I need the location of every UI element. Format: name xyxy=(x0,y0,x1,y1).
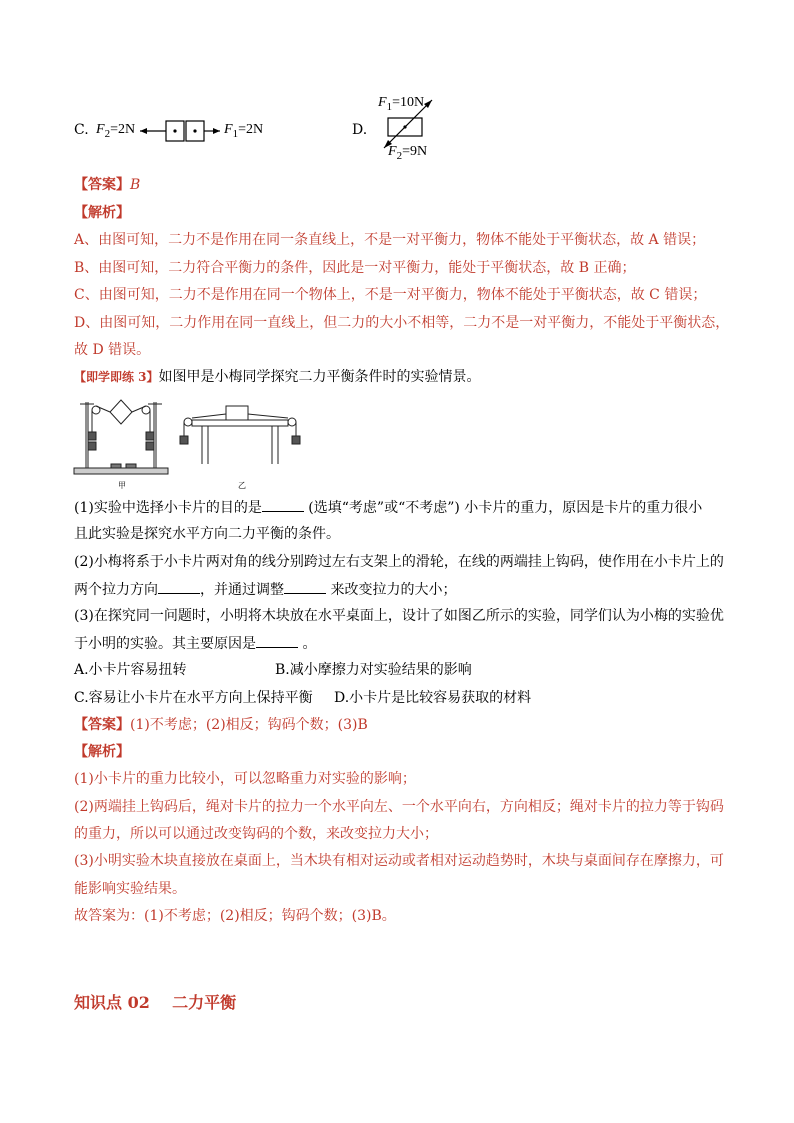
option-c-f2-label: $F_2=2N$ xyxy=(96,122,136,140)
choice-a: A.小卡片容易扭转 xyxy=(74,662,187,678)
blank-2[interactable] xyxy=(158,579,200,594)
blank-3[interactable] xyxy=(284,579,326,594)
analysis-1-line: 故 D 错误。 xyxy=(74,342,151,358)
choice-c: C.容易让小卡片在水平方向上保持平衡 xyxy=(74,690,313,706)
analysis-2-line: (1)小卡片的重力比较小，可以忽略重力对实验的影响； xyxy=(74,771,416,787)
question-3-cont: 于小明的实验。其主要原因是 。 xyxy=(74,633,734,654)
question-2-cont: 两个拉力方向 ，并通过调整 来改变拉力的大小； xyxy=(74,579,734,600)
figure-yi xyxy=(180,406,300,464)
analysis-2-line: 故答案为：(1)不考虑；(2)相反；钩码个数；(3)B。 xyxy=(74,908,396,924)
question-1: (1)实验中选择小卡片的目的是 (选填“考虑”或“不考虑”) 小卡片的重力，原因是卡片的重力很小 xyxy=(74,497,734,518)
exercise-tag: 【即学即练 3】 xyxy=(74,370,159,384)
question-3: (3)在探究同一问题时，小明将木块放在水平桌面上，设计了如图乙所示的实验，同学们认为小梅的实验优 xyxy=(74,608,724,624)
answer-1 xyxy=(74,175,734,195)
analysis-2-line: (3)小明实验木块直接放在桌面上，当木块有相对运动或者相对运动趋势时，木块与桌面间存在摩擦力，可 xyxy=(74,853,724,869)
experiment-figure xyxy=(66,392,306,492)
section-title: 知识点 02 二力平衡 xyxy=(74,993,237,1012)
question-1-cont: 且此实验是探究水平方向二力平衡的条件。 xyxy=(74,526,340,542)
choice-d: D.小卡片是比较容易获取的材料 xyxy=(334,690,532,706)
option-d-f2-label: $F_2=9N$ xyxy=(388,144,428,162)
answer-value: (1)不考虑；(2)相反；钩码个数；(3)B xyxy=(130,717,368,733)
analysis-2-tag: 【解析】 xyxy=(74,744,130,760)
analysis-1-line: B、由图可知，二力符合平衡力的条件，因此是一对平衡力，能处于平衡状态，故 B 正确； xyxy=(74,260,636,276)
choice-b: B.减小摩擦力对实验结果的影响 xyxy=(275,662,472,678)
exercise-3-intro: 【即学即练 3】如图甲是小梅同学探究二力平衡条件时的实验情景。 xyxy=(74,369,481,385)
analysis-1-line: D、由图可知，二力作用在同一直线上，但二力的大小不相等，二力不是一对平衡力，不能处于平衡状态， xyxy=(74,315,730,331)
analysis-2-line: 的重力，所以可以通过改变钩码的个数，来改变拉力大小； xyxy=(74,826,438,842)
blank-4[interactable] xyxy=(256,633,298,648)
analysis-1-line: A、由图可知，二力不是作用在同一条直线上，不是一对平衡力，物体不能处于平衡状态，故 A 错误； xyxy=(74,232,706,248)
answer-2 xyxy=(74,715,734,735)
question-2: (2)小梅将系于小卡片两对角的线分别跨过左右支架上的滑轮，在线的两端挂上钩码，使作用在小卡片上的 xyxy=(74,554,724,570)
blank-1[interactable] xyxy=(262,497,304,512)
analysis-2-line: 能影响实验结果。 xyxy=(74,881,186,897)
figure-jia-label: 甲 xyxy=(118,481,126,490)
option-c xyxy=(74,116,314,146)
analysis-2-line: (2)两端挂上钩码后，绳对卡片的拉力一个水平向左、一个水平向右，方向相反；绳对卡片的拉力等于钩码 xyxy=(74,799,724,815)
option-c-diagram xyxy=(140,116,220,146)
answer-tag: 【答案】 xyxy=(74,177,130,193)
option-d xyxy=(352,94,502,164)
figure-yi-label: 乙 xyxy=(238,481,246,490)
answer-value: B xyxy=(130,177,141,193)
analysis-1-tag: 【解析】 xyxy=(74,205,130,221)
figure-jia xyxy=(74,400,168,474)
option-c-f1-label: $F_1=2N$ xyxy=(224,122,264,140)
option-d-f1-label: $F_1=10N$ xyxy=(378,95,425,113)
option-d-label: D. xyxy=(352,122,368,138)
analysis-1-line: C、由图可知，二力不是作用在同一个物体上，不是一对平衡力，物体不能处于平衡状态，故 C 错误； xyxy=(74,287,707,303)
answer-tag: 【答案】 xyxy=(74,717,130,733)
option-c-label: C. xyxy=(74,122,89,138)
